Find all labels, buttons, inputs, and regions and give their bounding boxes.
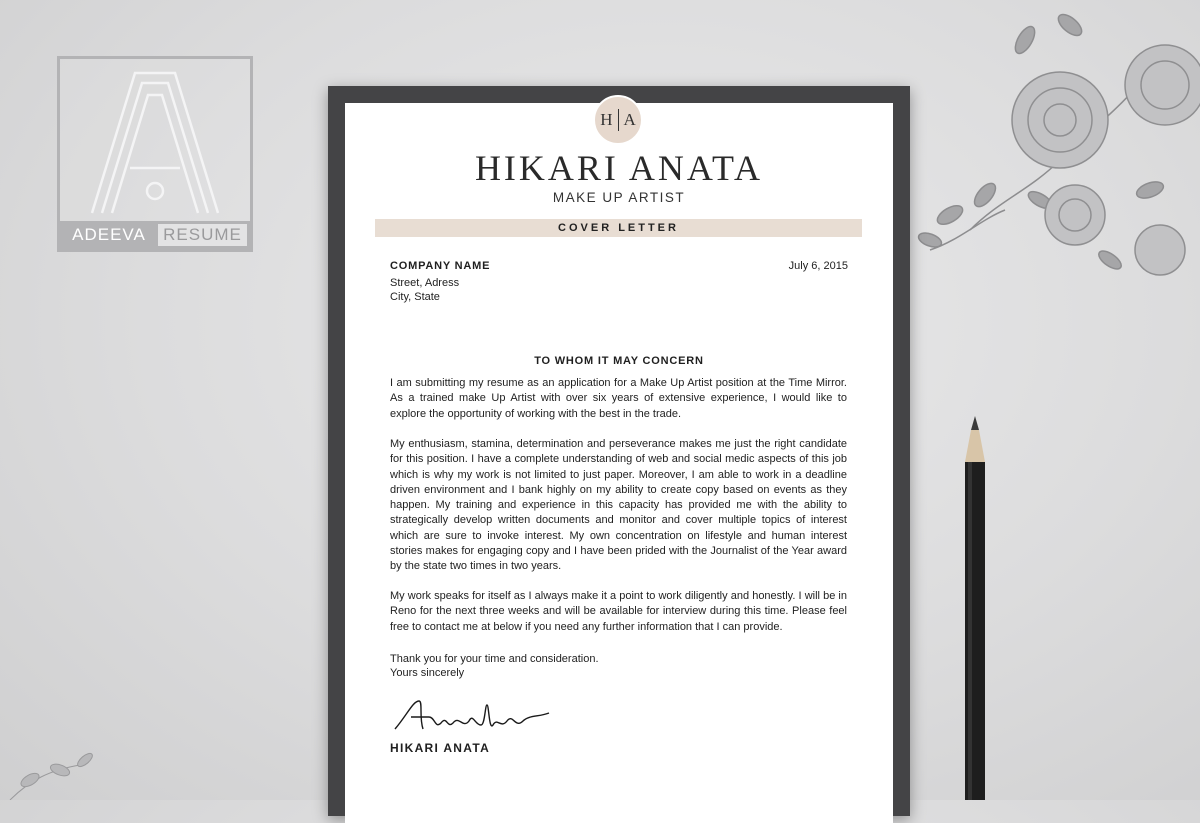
- applicant-name: HIKARI ANATA: [474, 148, 764, 188]
- closing-sincerely: Yours sincerely: [390, 667, 465, 679]
- flowers-corner-icon: [0, 740, 120, 800]
- monogram-left: H: [600, 110, 613, 129]
- cover-letter-page: [345, 103, 893, 823]
- signature: [389, 695, 559, 737]
- monogram-badge: [593, 95, 643, 145]
- letter-date: July 6, 2015: [788, 260, 848, 272]
- closing-thanks: Thank you for your time and consideration.: [390, 653, 599, 665]
- monogram-divider: [618, 109, 619, 131]
- monogram-right: A: [623, 110, 636, 129]
- brand-product: RESUME: [158, 224, 247, 246]
- applicant-role: MAKE UP ARTIST: [552, 190, 686, 205]
- brand-logo: [57, 56, 253, 252]
- signer-name: HIKARI ANATA: [390, 741, 491, 755]
- salutation: TO WHOM IT MAY CONCERN: [534, 355, 704, 367]
- cover-letter-banner: COVER LETTER: [375, 219, 862, 237]
- address-city: City, State: [390, 291, 440, 303]
- letter-paragraph: My work speaks for itself as I always make it a point to work diligently and honestly. I will be in Reno for the next three weeks and will be available for interview during this time. Please feel free to contact me at below if you need any further information that I can provide.: [390, 590, 847, 633]
- flowers-decoration-icon: [910, 0, 1200, 300]
- letter-paragraph: My enthusiasm, stamina, determination and perseverance makes me just the right candidate for this position. I have a complete understanding of web and social medic aspects of this job which is why my work is not limited to just paper. Moreover, I am able to work in a deadline driven environment and I bank highly on my ability to create copy based on events as they happen. My training and experience in this capacity has provided me with the ability to strategically develop written documents and monitor and cover multiple topics of interest which are sure to invoke interest. My own concentration on lifestyle and human interest stories makes for engaging copy and I have been prided with the Journalist of the Year award by the state two times in two years.: [390, 438, 847, 573]
- brand-letter-a-icon: [80, 63, 230, 223]
- brand-name: ADEEVA: [72, 225, 146, 244]
- letter-paragraph: I am submitting my resume as an application for a Make Up Artist position at the Time Mirror. As a trained make Up Artist with over six years of extensive experience, I would like to explore the opportunity of working with the best in the trade.: [390, 377, 847, 420]
- company-name: COMPANY NAME: [390, 260, 491, 272]
- address-street: Street, Adress: [390, 277, 460, 289]
- pencil-icon: [960, 416, 990, 800]
